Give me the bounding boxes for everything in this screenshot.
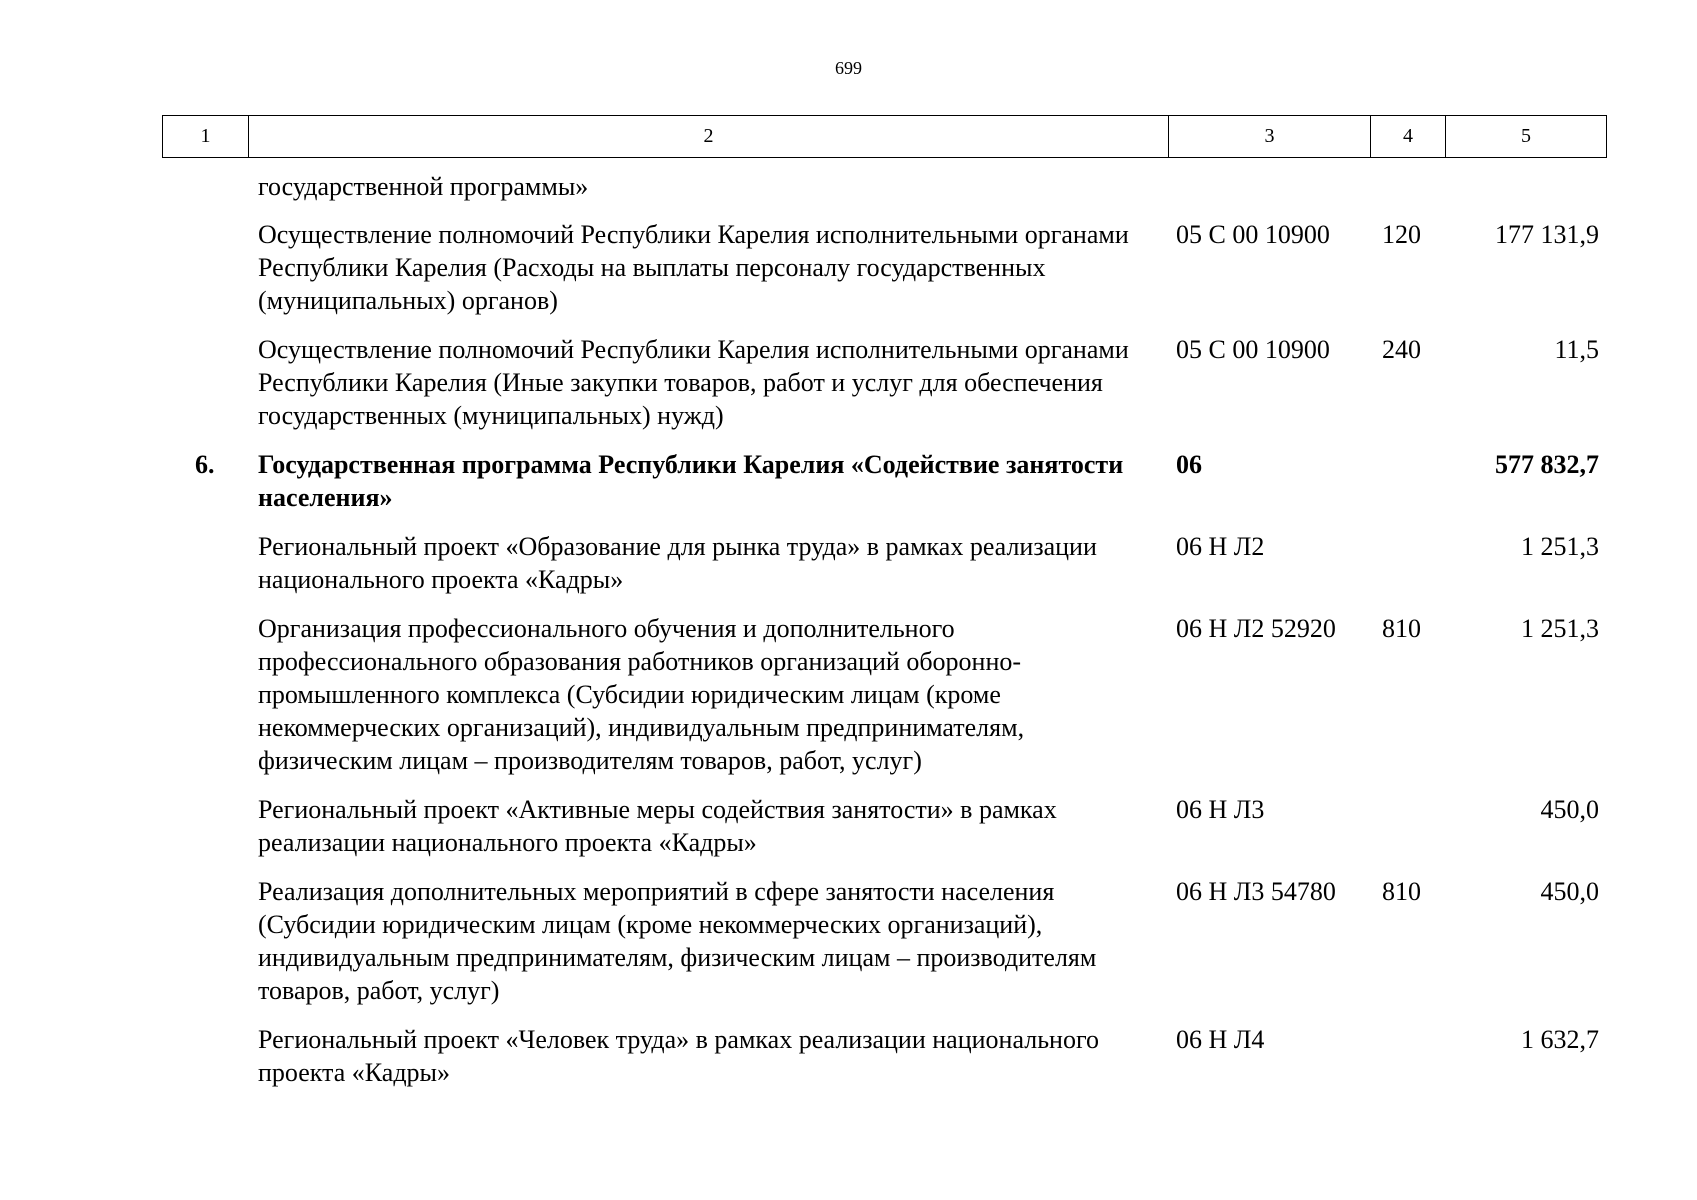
row-amount: 177 131,9 [1495,220,1599,249]
row-expense-type: 810 [1382,614,1421,643]
row-amount: 11,5 [1554,335,1599,364]
row-expense-type [1370,448,1445,514]
row-expense-type: 810 [1382,877,1421,906]
row-name: Организация профессионального обучения и дополнительного профессионального образования работников организаций оборонно-промышленного комплекса (Субсидии юридическим лицам (кроме некоммерческих организаций), индивидуальным предпринимателям, физическим лицам – производителям товаров, работ, услуг) [258,614,1025,775]
row-name: Региональный проект «Образование для рынка труда» в рамках реализации национального проекта «Кадры» [258,532,1097,594]
row-code: 05 С 00 10900 [1176,220,1330,249]
row-expense-type [1370,170,1445,203]
row-code [1168,170,1370,203]
row-number [162,530,248,596]
table-row [162,530,1607,596]
row-amount: 450,0 [1540,877,1599,906]
row-code: 06 Н Л3 54780 [1176,877,1336,906]
row-name: Осуществление полномочий Республики Карелия исполнительными органами Республики Карелия (Иные закупки товаров, работ и услуг для обеспечения государственных (муниципальных) нужд) [258,335,1129,430]
row-name: Реализация дополнительных мероприятий в сфере занятости населения (Субсидии юридическим лицам (кроме некоммерческих организаций), индивидуальным предпринимателям, физическим лицам – производителям товаров, работ, услуг) [258,877,1097,1005]
row-number [162,793,248,859]
row-name: Государственная программа Республики Карелия «Содействие занятости населения» [258,450,1124,512]
header-col-4: 4 [1371,116,1446,157]
table-row [162,793,1607,859]
table-row [162,333,1607,432]
row-code: 06 Н Л2 [1176,532,1265,561]
table-header [162,115,1607,158]
table-row [162,218,1607,317]
row-code: 06 [1176,450,1202,479]
table-row [162,612,1607,777]
row-number [162,170,248,203]
row-expense-type: 240 [1382,335,1421,364]
table-body [162,170,1607,1105]
row-expense-type [1370,530,1445,596]
row-number [162,333,248,432]
header-col-3: 3 [1169,116,1371,157]
table-row [162,875,1607,1007]
row-code: 06 Н Л3 [1176,795,1265,824]
row-expense-type [1370,1023,1445,1089]
header-col-5: 5 [1521,125,1531,147]
row-name: Региональный проект «Человек труда» в рамках реализации национального проекта «Кадры» [258,1025,1099,1087]
table-row [162,448,1607,514]
table-row [162,1023,1607,1089]
page-number: 699 [835,58,862,78]
row-amount: 1 251,3 [1521,614,1599,643]
row-amount: 1 632,7 [1521,1025,1599,1054]
row-amount: 450,0 [1540,795,1599,824]
row-name: государственной программы» [258,172,589,201]
row-number [162,218,248,317]
row-number [162,875,248,1007]
header-col-1: 1 [163,116,249,157]
row-name: Осуществление полномочий Республики Карелия исполнительными органами Республики Карелия (Расходы на выплаты персоналу государственных (муниципальных) органов) [258,220,1129,315]
row-number [162,1023,248,1089]
row-expense-type: 120 [1382,220,1421,249]
row-amount [1445,170,1607,203]
row-amount: 577 832,7 [1495,450,1599,479]
row-number [162,612,248,777]
row-name: Региональный проект «Активные меры содействия занятости» в рамках реализации национального проекта «Кадры» [258,795,1057,857]
table-row [162,170,1607,203]
row-expense-type [1370,793,1445,859]
row-number: 6. [195,450,215,479]
row-amount: 1 251,3 [1521,532,1599,561]
row-code: 05 С 00 10900 [1176,335,1330,364]
row-code: 06 Н Л2 52920 [1176,614,1336,643]
row-code: 06 Н Л4 [1176,1025,1265,1054]
header-col-2: 2 [249,116,1169,157]
